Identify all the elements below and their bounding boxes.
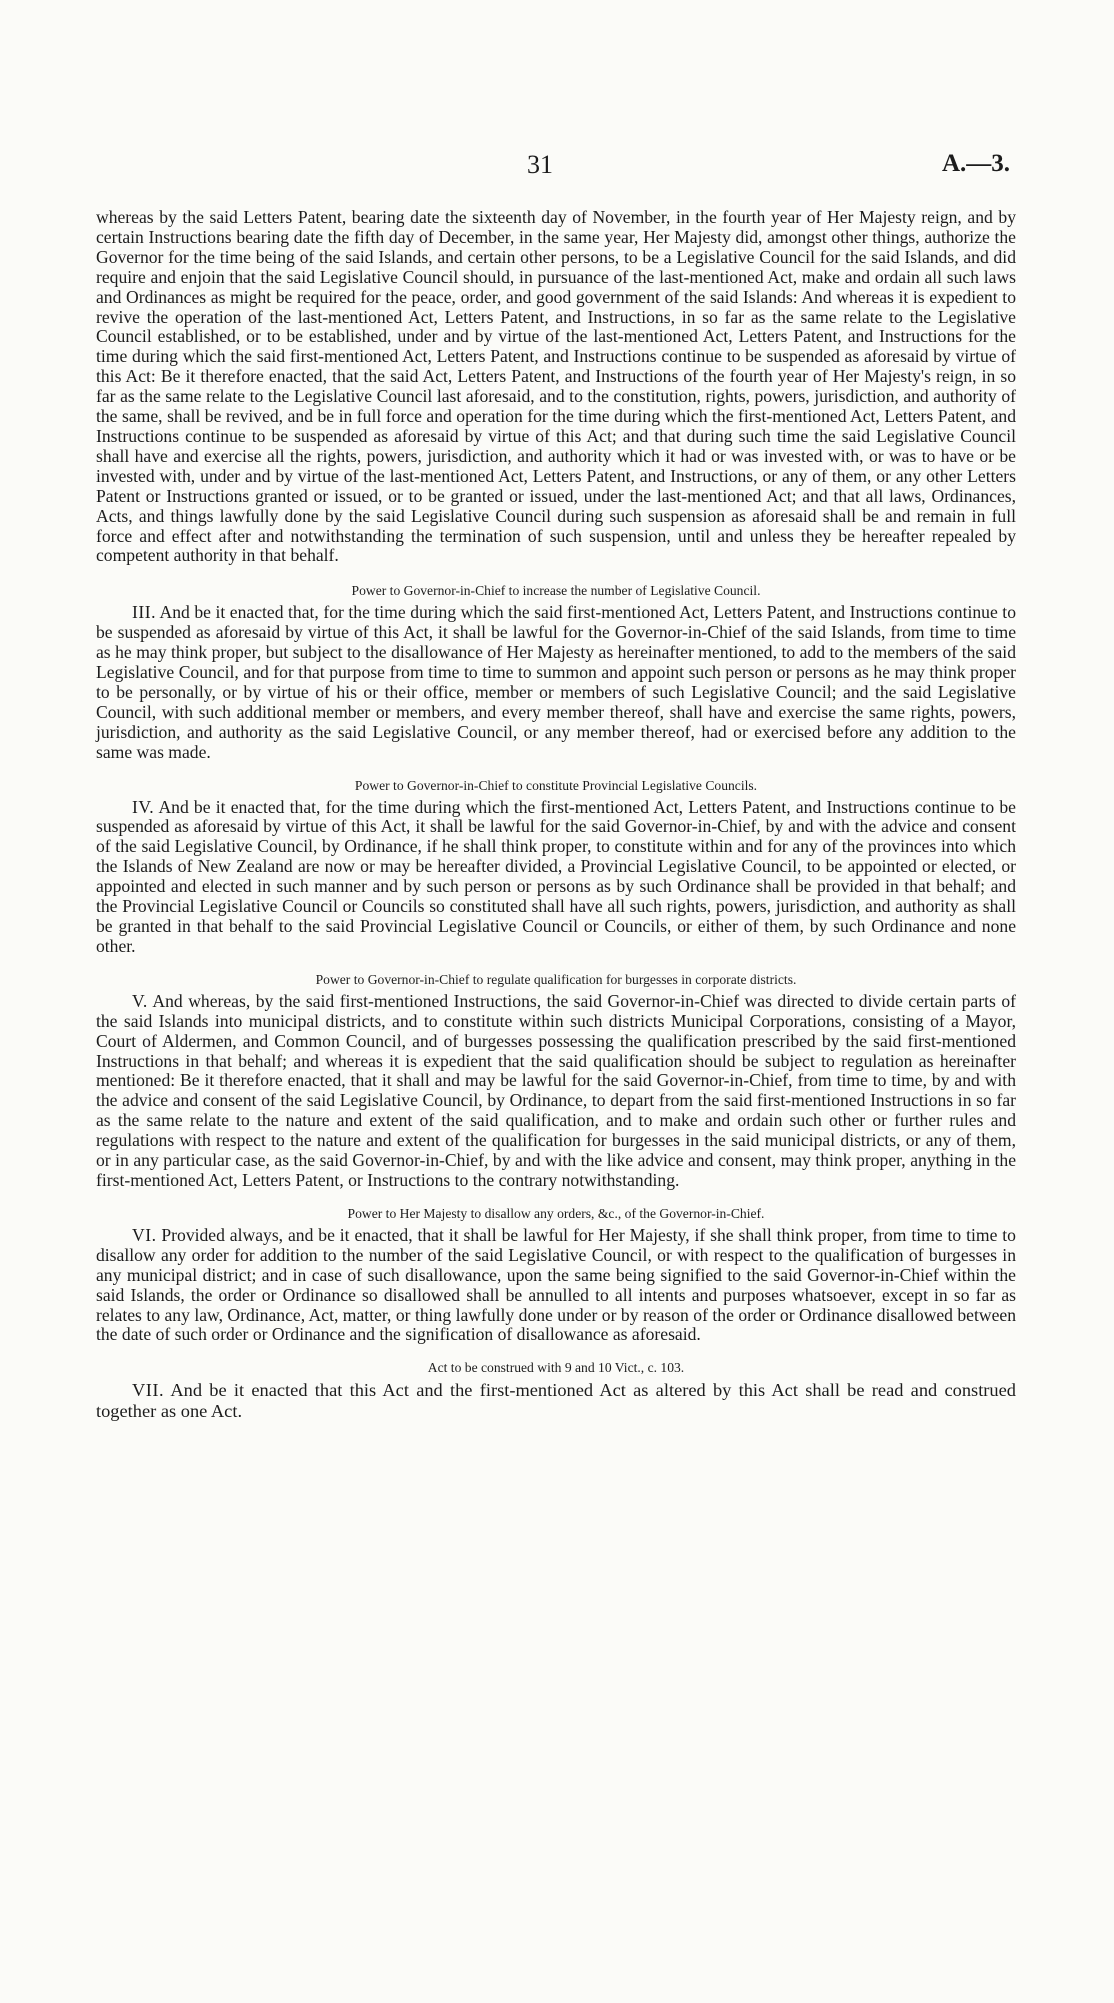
section-numeral: III. (132, 602, 156, 623)
section-heading-7: Act to be construed with 9 and 10 Vict., c. 103. (427, 1360, 685, 1376)
section-heading-3: Power to Governor-in-Chief to increase the number of Legislative Council. (351, 583, 761, 599)
section-numeral: IV. (132, 796, 155, 817)
section-heading-5: Power to Governor-in-Chief to regulate qualification for burgesses in corporate districts. (315, 971, 797, 987)
section-4-paragraph (96, 798, 1016, 957)
section-numeral: VII. (132, 1380, 165, 1401)
section-heading-6: Power to Her Majesty to disallow any orders, &c., of the Governor-in-Chief. (347, 1205, 765, 1221)
section-text: And be it enacted that this Act and the first-mentioned Act as altered by this Act shall be read and construed together as one Act. (96, 1380, 1016, 1422)
page-number: 31 (527, 150, 553, 179)
section-6-paragraph (96, 1226, 1016, 1345)
section-3-paragraph (96, 603, 1016, 762)
section-text: And be it enacted that, for the time during which the first-mentioned Act, Letters Patent, and Instructions continue to be suspended as aforesaid by virtue of this Act, it shall be lawful for the said Governor-in-Chief, by and with the advice and consent of the said Legislative Council, by Ordinance, if he shall think proper, to constitute within and for any of the provinces into which the Islands of New Zealand are now or may be hereafter divided, a Provincial Legislative Council, to be appointed or elected, or appointed and elected in such manner and by such person or persons as by such Ordinance shall be provided in that behalf; and the Provincial Legislative Council or Councils so constituted shall have all such rights, powers, jurisdiction, and authority as shall be granted in that behalf to the said Provincial Legislative Council or Councils, or either of them, by such Ordinance and none other. (96, 796, 1016, 956)
intro-paragraph: whereas by the said Letters Patent, bearing date the sixteenth day of November, in the fourth year of Her Majesty reign, and by certain Instructions bearing date the fifth day of December, in the same year, Her Majesty did, amongst other things, authorize the Governor for the time being of the said Islands, and certain other persons, to be a Legislative Council for the said Islands, and did require and enjoin that the said Legislative Council should, in pursuance of the last-mentioned Act, make and ordain all such laws and Ordinances as might be required for the peace, order, and good government of the said Islands: And whereas it is expedient to revive the operation of the last-mentioned Act, Letters Patent, and Instructions, in so far as the same relate to the Legislative Council established, or to be established, under and by virtue of the last-mentioned Act, Letters Patent, and Instructions for the time during which the said first-mentioned Act, Letters Patent, and Instructions continue to be suspended as aforesaid by virtue of this Act: Be it therefore enacted, that the said Act, Letters Patent, and Instructions of the fourth year of Her Majesty's reign, in so far as the same relate to the Legislative Council last aforesaid, and to the constitution, rights, powers, jurisdiction, and authority of the same, shall be revived, and be in full force and operation for the time during which the first-mentioned Act, Letters Patent, and Instructions continue to be suspended as aforesaid by virtue of this Act; and that during such time the said Legislative Council shall have and exercise all the rights, powers, jurisdiction, and authority which it had or was invested with, or was to have or be invested with, under and by virtue of the last-mentioned Act, Letters Patent, and Instructions, or any of them, or any other Letters Patent or Instructions granted or issued, or to be granted or issued, under the last-mentioned Act; and that all laws, Ordinances, Acts, and things lawfully done by the said Legislative Council during such suspension as aforesaid shall be and remain in full force and effect after and notwithstanding the termination of such suspension, until and unless they be hereafter repealed by competent authority in that behalf. (96, 207, 1016, 566)
section-text: And be it enacted that, for the time during which the said first-mentioned Act, Letters Patent, and Instructions continue to be suspended as aforesaid by virtue of this Act, it shall be lawful for the Governor-in-Chief of the said Islands, from time to time as he may think proper, but subject to the disallowance of Her Majesty as hereinafter mentioned, to add to the members of the said Legislative Council, and for that purpose from time to time to summon and appoint such person or persons as he may think proper to be personally, or by virtue of his or their office, member or members of such Legislative Council; and the said Legislative Council, with such additional member or members, and every member thereof, shall have and exercise the same rights, powers, jurisdiction, and authority as the said Legislative Council, or any member thereof, had or exercised before any addition to the same was made. (96, 602, 1016, 762)
page-header (0, 150, 1114, 184)
document-body (96, 208, 1016, 1422)
section-5-paragraph (96, 992, 1016, 1191)
section-text: And whereas, by the said first-mentioned Instructions, the said Governor-in-Chief was directed to divide certain parts of the said Islands into municipal districts, and to constitute within such districts Municipal Corporations, consisting of a Mayor, Court of Aldermen, and Common Council, and of burgesses possessing the qualification prescribed by the said first-mentioned Instructions in that behalf; and whereas it is expedient that the said qualification should be subject to regulation as hereinafter mentioned: Be it therefore enacted, that it shall and may be lawful for the said Governor-in-Chief, from time to time, by and with the advice and consent of the said Legislative Council, by Ordinance, to depart from the said first-mentioned Instructions in so far as the same relate to the nature and extent of the said qualification, and to make and ordain such other or further rules and regulations with respect to the nature and extent of the qualification for burgesses in the said municipal districts, or any of them, or in any particular case, as the said Governor-in-Chief, by and with the like advice and consent, may think proper, anything in the first-mentioned Act, Letters Patent, or Instructions to the contrary notwithstanding. (96, 990, 1016, 1190)
section-heading-4: Power to Governor-in-Chief to constitute Provincial Legislative Councils. (354, 777, 758, 793)
document-reference: A.—3. (941, 150, 1010, 177)
section-numeral: V. (132, 990, 148, 1011)
section-7-paragraph (96, 1380, 1016, 1422)
section-numeral: VI. (132, 1224, 157, 1245)
section-text: Provided always, and be it enacted, that it shall be lawful for Her Majesty, if she shall think proper, from time to time to disallow any order for addition to the number of the said Legislative Council, or with respect to the qualification of burgesses in any municipal district; and in case of such disallowance, upon the same being signified to the said Governor-in-Chief within the said Islands, the order or Ordinance so disallowed shall be annulled to all intents and purposes whatsoever, except in so far as relates to any law, Ordinance, Act, matter, or thing lawfully done under or by reason of the order or Ordinance disallowed between the date of such order or Ordinance and the signification of disallowance as aforesaid. (96, 1224, 1016, 1345)
